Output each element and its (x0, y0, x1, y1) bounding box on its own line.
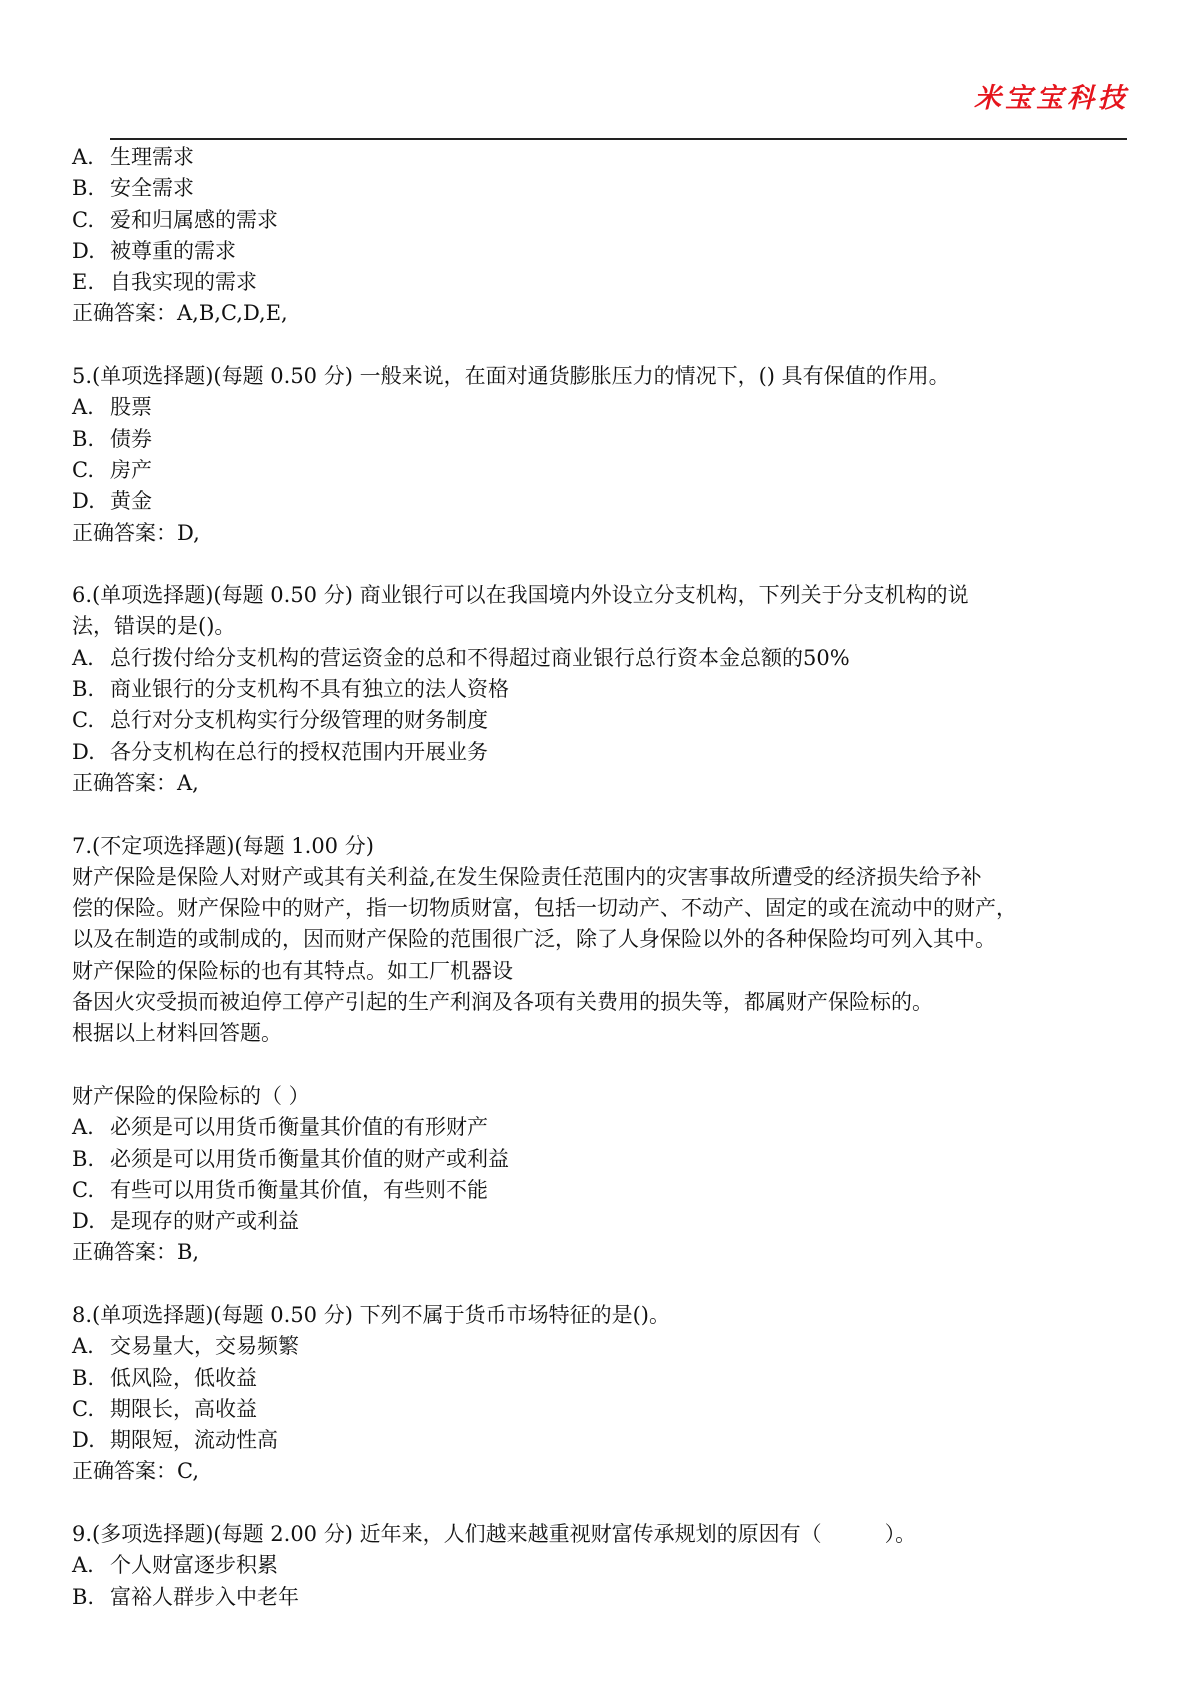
correct-answer: 正确答案：A, (72, 770, 199, 795)
option-e: E. 自我实现的需求 (72, 270, 257, 295)
option-c: C. 总行对分支机构实行分级管理的财务制度 (72, 708, 488, 733)
material-line: 以及在制造的或制成的，因而财产保险的范围很广泛，除了人身保险以外的各种保险均可列入其中。 (72, 927, 996, 952)
material-line: 财产保险是保险人对财产或其有关利益,在发生保险责任范围内的灾害事故所遭受的经济损失给予补 (72, 864, 982, 889)
question-8 (72, 1300, 1132, 1488)
question-stem: 9.(多项选择题)(每题 2.00 分) 近年来，人们越来越重视财富传承规划的原因有（ ）。 (72, 1522, 917, 1547)
option-b: B. 安全需求 (72, 176, 194, 201)
option-d: D. 被尊重的需求 (72, 238, 236, 263)
option-a: A. 总行拨付给分支机构的营运资金的总和不得超过商业银行总行资本金总额的50% (72, 645, 850, 670)
question-5 (72, 361, 1132, 549)
question-4-tail (72, 142, 1132, 330)
material-line: 备因火灾受损而被迫停工停产引起的生产利润及各项有关费用的损失等，都属财产保险标的。 (72, 990, 933, 1015)
option-a: A. 生理需求 (72, 145, 194, 169)
option-b: B. 债券 (72, 426, 152, 451)
material-line: 根据以上材料回答题。 (72, 1021, 282, 1046)
option-c: C. 有些可以用货币衡量其价值，有些则不能 (72, 1177, 488, 1202)
question-9 (72, 1519, 1132, 1613)
question-6 (72, 580, 1132, 799)
correct-answer: 正确答案：B, (72, 1240, 200, 1265)
option-a: A. 必须是可以用货币衡量其价值的有形财产 (72, 1115, 488, 1140)
option-d: D. 黄金 (72, 489, 152, 514)
question-content (72, 142, 1132, 1613)
option-c: C. 爱和归属感的需求 (72, 207, 278, 232)
option-a: A. 交易量大，交易频繁 (72, 1334, 299, 1359)
correct-answer: 正确答案：C, (72, 1459, 199, 1484)
option-d: D. 是现存的财产或利益 (72, 1209, 299, 1234)
correct-answer: 正确答案：A,B,C,D,E, (72, 301, 288, 326)
option-d: D. 期限短，流动性高 (72, 1428, 278, 1453)
question-stem-line-2: 法，错误的是()。 (72, 614, 236, 639)
option-c: C. 期限长，高收益 (72, 1396, 257, 1421)
option-d: D. 各分支机构在总行的授权范围内开展业务 (72, 739, 488, 764)
question-stem: 7.(不定项选择题)(每题 1.00 分) (72, 833, 374, 858)
option-a: A. 个人财富逐步积累 (72, 1553, 278, 1578)
material-line: 偿的保险。财产保险中的财产，指一切物质财富，包括一切动产、不动产、固定的或在流动中的财产， (72, 896, 1017, 921)
question-stem-line-1: 6.(单项选择题)(每题 0.50 分) 商业银行可以在我国境内外设立分支机构，下列关于分支机构的说 (72, 583, 969, 608)
correct-answer: 正确答案：D, (72, 520, 200, 545)
option-a: A. 股票 (72, 395, 152, 420)
brand-logo-text: 米宝宝科技 (974, 83, 1129, 114)
option-b: B. 低风险，低收益 (72, 1365, 257, 1390)
material-line: 财产保险的保险标的也有其特点。如工厂机器设 (72, 958, 513, 983)
option-b: B. 必须是可以用货币衡量其价值的财产或利益 (72, 1146, 509, 1171)
option-b: B. 富裕人群步入中老年 (72, 1584, 299, 1609)
option-b: B. 商业银行的分支机构不具有独立的法人资格 (72, 677, 509, 702)
option-c: C. 房产 (72, 457, 152, 482)
question-7 (72, 831, 1132, 1269)
header-divider (110, 138, 1127, 140)
question-stem: 8.(单项选择题)(每题 0.50 分) 下列不属于货币市场特征的是()。 (72, 1302, 670, 1327)
question-stem: 5.(单项选择题)(每题 0.50 分) 一般来说，在面对通货膨胀压力的情况下，() 具有保值的作用。 (72, 364, 950, 389)
sub-question: 财产保险的保险标的（ ） (72, 1083, 310, 1108)
